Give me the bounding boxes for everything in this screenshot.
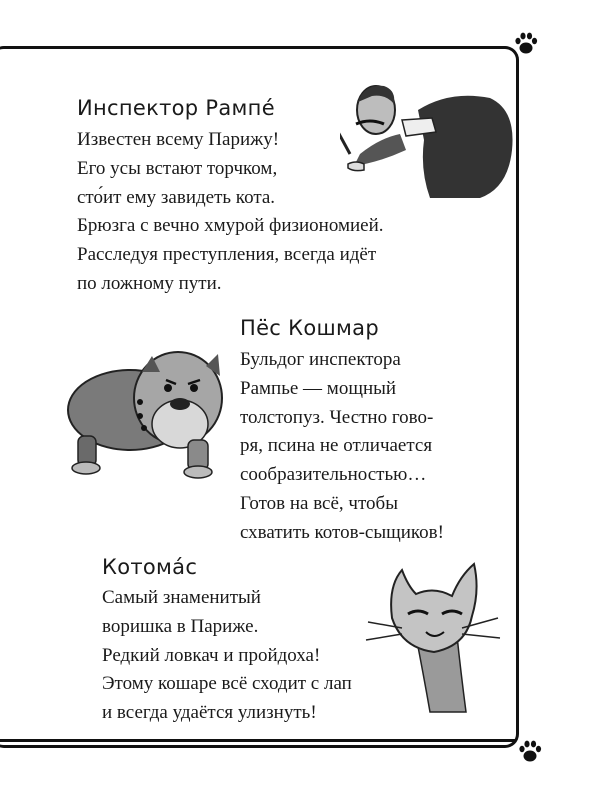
text-line: толстопуз. Честно гово- <box>240 406 434 428</box>
section-title-dog: Пёс Кошмар <box>240 316 379 340</box>
text-line: Брюзга с вечно хмурой физиономией. <box>77 215 384 237</box>
text-line: Известен всему Парижу! <box>77 129 280 150</box>
bulldog-illustration <box>60 332 240 482</box>
text-line: Этому кошаре всё сходит с лап <box>102 673 352 695</box>
text-line: Расследуя преступления, всегда идёт <box>77 244 377 266</box>
text-line: Его усы встают торчком, <box>77 157 278 179</box>
section-title-cat: Котома́с <box>102 555 198 579</box>
page-bottom-rule <box>0 739 516 742</box>
text-line: Бульдог инспектора <box>240 349 401 370</box>
section-text-cat <box>102 584 352 728</box>
paw-print-icon <box>512 30 540 58</box>
text-line: сообразительностью… <box>240 464 427 486</box>
section-title-inspector: Инспектор Рампе́ <box>77 96 275 120</box>
text-line: Рампье — мощный <box>240 377 397 399</box>
text-line: Редкий ловкач и пройдоха! <box>102 644 321 666</box>
cat-illustration <box>362 556 502 716</box>
text-line: и всегда удаётся улизнуть! <box>102 702 317 724</box>
section-text-inspector <box>77 126 384 299</box>
section-text-dog <box>240 346 444 548</box>
text-line: Самый знаменитый <box>102 587 261 608</box>
inspector-illustration <box>340 70 520 200</box>
text-line: Готов на всё, чтобы <box>240 492 398 514</box>
paw-print-icon <box>516 738 544 766</box>
text-line: воришка в Париже. <box>102 615 259 637</box>
text-line: схватить котов-сыщиков! <box>240 521 444 543</box>
text-line: ря, псина не отличается <box>240 435 433 457</box>
text-line: сто́ит ему завидеть кота. <box>77 186 276 208</box>
text-line: по ложному пути. <box>77 272 222 294</box>
